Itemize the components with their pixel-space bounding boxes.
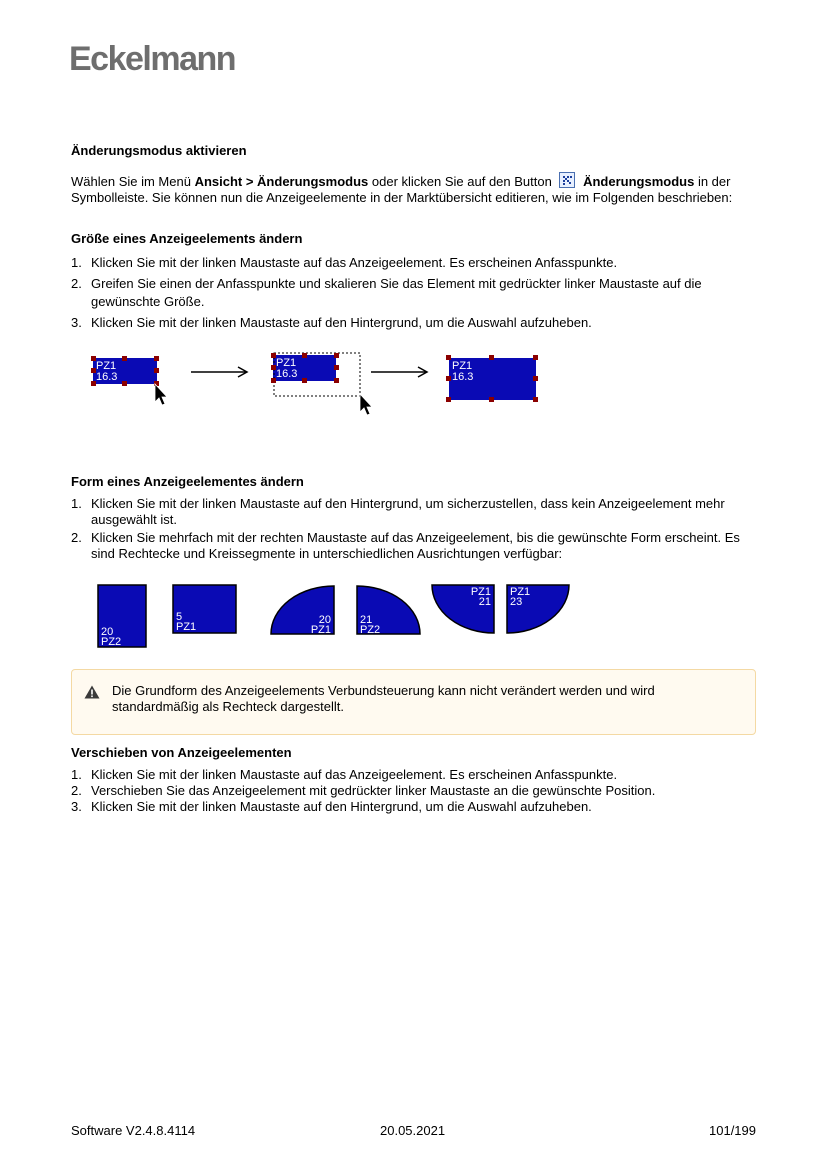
svg-text:20: 20 (318, 614, 331, 626)
list-item: 3. Klicken Sie mit der linken Maustaste auf den Hintergrund, um die Auswahl aufzuheben. (71, 799, 592, 814)
list-item: 1. Klicken Sie mit der linken Maustaste auf das Anzeigeelement. Es erscheinen Anfasspunkte. (71, 767, 618, 782)
list-item: 3. Klicken Sie mit der linken Maustaste auf den Hintergrund, um die Auswahl aufzuheben. (71, 315, 592, 330)
list-item: 2. Greifen Sie einen der Anfasspunkte und skalieren Sie das Element mit gedrückter linker Maustaste auf die gewünschte Größe. (71, 276, 702, 309)
svg-text:PZ1: PZ1 (510, 586, 531, 598)
svg-text:PZ1: PZ1 (310, 624, 331, 636)
svg-text:PZ1: PZ1 (276, 357, 297, 369)
svg-text:PZ1: PZ1 (176, 621, 197, 633)
shape-rectangle-wide (173, 585, 236, 633)
footer-date: 20.05.2021 (380, 1123, 446, 1138)
svg-text:23: 23 (510, 596, 523, 608)
display-element-resized (446, 355, 538, 402)
svg-text:PZ2: PZ2 (360, 624, 381, 636)
svg-text:16.3: 16.3 (452, 371, 474, 383)
list-item: 2. Verschieben Sie das Anzeigeelement mit gedrückter linker Maustaste an die gewünschte Position. (71, 783, 656, 798)
list-item: 1. Klicken Sie mit der linken Maustaste auf den Hintergrund, um sicherzustellen, dass kein Anzeigeelement mehr ausgewählt ist. (71, 496, 725, 527)
heading-groesse-aendern: Größe eines Anzeigeelements ändern (71, 231, 303, 246)
svg-text:5: 5 (176, 611, 183, 623)
list-item: 1. Klicken Sie mit der linken Maustaste auf das Anzeigeelement. Es erscheinen Anfasspunkte. (71, 255, 618, 270)
list-item: 2. Klicken Sie mehrfach mit der rechten Maustaste auf das Anzeigeelement, bis die gewünschte Form erscheint. Es sind Rechtecke und Kreissegmente in unterschiedlichen Ausrichtungen verfügbar: (71, 530, 740, 561)
footer-version: Software V2.4.8.4114 (71, 1123, 196, 1138)
intro-paragraph: Wählen Sie im Menü Ansicht > Änderungsmodus oder klicken Sie auf den Button Änderungsmodus in der Symbolleiste. Sie können nun die Anzeigeelemente in der Marktübersicht editieren, wie im Folgenden beschrieben: (71, 174, 733, 205)
warning-icon (84, 685, 100, 699)
svg-text:16.3: 16.3 (276, 368, 298, 380)
move-steps-list (71, 767, 761, 815)
svg-text:PZ2: PZ2 (101, 636, 122, 648)
shape-quarter-circle-bottom-right (507, 585, 569, 633)
display-element-resizing (271, 353, 360, 396)
shape-quarter-circle-top-right (357, 586, 420, 636)
resize-figure (88, 348, 548, 418)
svg-text:PZ1: PZ1 (96, 360, 117, 372)
shape-quarter-circle-top-left (271, 586, 334, 636)
svg-text:PZ1: PZ1 (470, 586, 491, 598)
svg-text:PZ1: PZ1 (452, 360, 473, 372)
svg-text:16.3: 16.3 (96, 371, 118, 383)
svg-text:20: 20 (101, 626, 114, 638)
shapes-figure (96, 583, 576, 649)
shape-rectangle-tall (98, 585, 146, 648)
resize-steps-list (71, 254, 761, 335)
warning-text: Die Grundform des Anzeigeelements Verbundsteuerung kann nicht verändert werden und wird standardmäßig als Rechteck dargestellt. (112, 683, 655, 714)
heading-form-aendern: Form eines Anzeigeelementes ändern (71, 474, 304, 489)
warning-note (71, 669, 756, 735)
footer-page-number: 101/199 (709, 1123, 756, 1138)
heading-verschieben: Verschieben von Anzeigeelementen (71, 745, 292, 760)
eckelmann-logo: Eckelmann (69, 40, 236, 78)
arrow-right-icon (371, 367, 427, 377)
shape-steps-list (71, 496, 761, 562)
svg-text:21: 21 (360, 614, 373, 626)
edit-mode-icon (559, 172, 575, 188)
shape-quarter-circle-bottom-left (432, 585, 494, 633)
arrow-right-icon (191, 367, 247, 377)
cursor-icon (155, 384, 167, 405)
heading-aenderungsmodus-aktivieren: Änderungsmodus aktivieren (71, 143, 247, 158)
svg-text:21: 21 (478, 596, 491, 608)
display-element-selected (91, 356, 159, 386)
cursor-icon (360, 394, 372, 415)
